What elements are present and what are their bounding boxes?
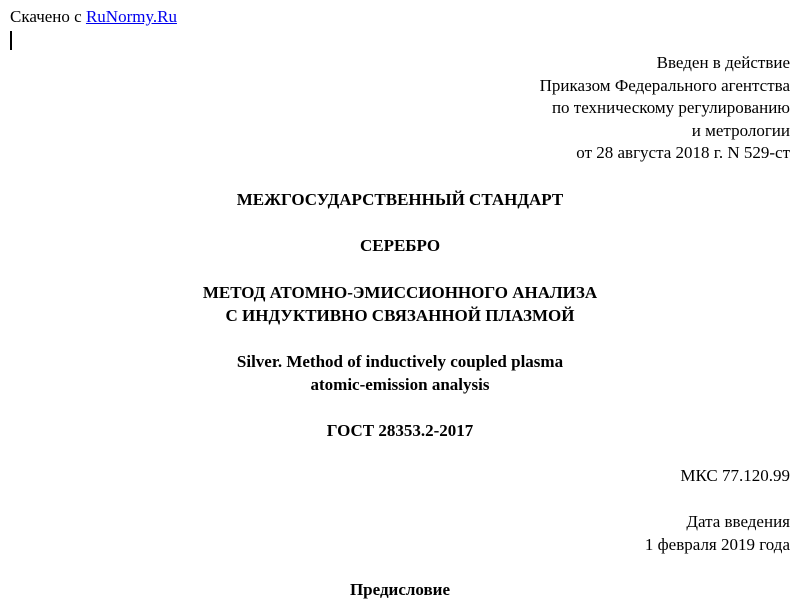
intro-line: Приказом Федерального агентства xyxy=(539,75,790,95)
intro-line: по техническому регулированию xyxy=(551,98,790,117)
intro-line: Введен в действие xyxy=(656,53,790,72)
text-cursor xyxy=(10,31,12,50)
preface-heading: Предисловие xyxy=(349,580,451,599)
mks-code: МКС 77.120.99 xyxy=(680,466,790,485)
gost-number: ГОСТ 28353.2-2017 xyxy=(326,421,474,440)
standard-type-heading: МЕЖГОСУДАРСТВЕННЫЙ СТАНДАРТ xyxy=(236,190,564,209)
intro-line: и метрологии xyxy=(691,120,790,140)
effective-date-value: 1 февраля 2019 года xyxy=(644,534,790,554)
method-heading-line-2: С ИНДУКТИВНО СВЯЗАННОЙ ПЛАЗМОЙ xyxy=(225,305,575,325)
source-link[interactable]: RuNormy.Ru xyxy=(85,7,177,26)
source-line xyxy=(10,6,177,28)
effective-date-label: Дата введения xyxy=(686,512,790,531)
english-title-line-2: atomic-emission analysis xyxy=(310,374,490,394)
english-title-line-1: Silver. Method of inductively coupled plasma xyxy=(236,352,564,371)
english-title xyxy=(0,351,800,396)
intro-line: от 28 августа 2018 г. N 529-ст xyxy=(576,143,790,162)
method-heading-line-1: МЕТОД АТОМНО-ЭМИССИОННОГО АНАЛИЗА xyxy=(202,283,598,302)
intro-block xyxy=(540,52,790,165)
effective-date xyxy=(645,511,790,556)
metal-heading: СЕРЕБРО xyxy=(359,236,441,255)
method-heading xyxy=(0,282,800,327)
source-prefix: Скачено с xyxy=(10,7,86,26)
